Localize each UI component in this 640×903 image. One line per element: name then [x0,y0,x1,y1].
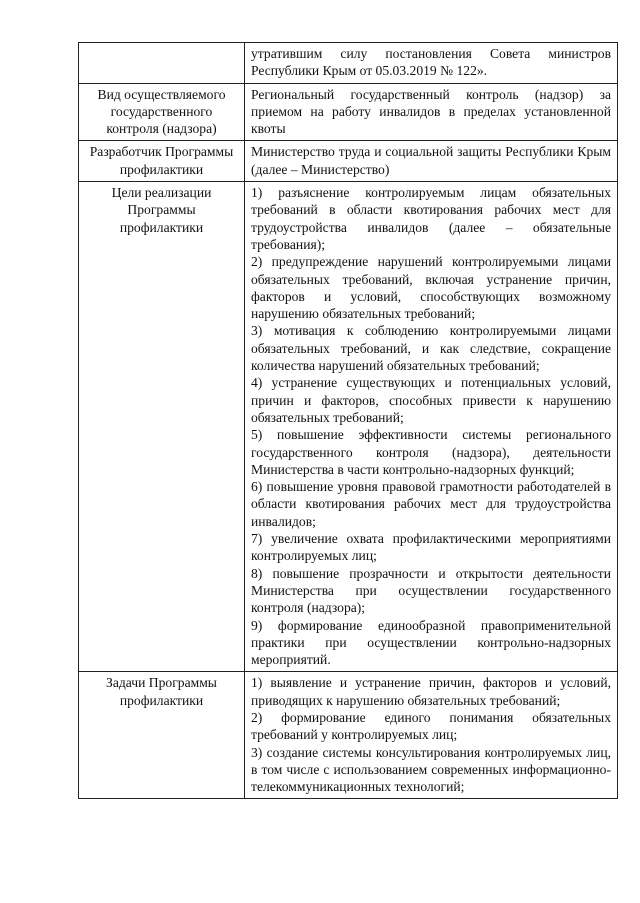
row-content-cell [245,43,618,84]
row-content-cell [245,672,618,799]
row-label-cell [79,672,245,799]
goal-item: 6) повышение уровня правовой грамотности работодателей в области квотирования рабочих мест для трудоустройства инвалидов; [251,479,611,529]
row-label-cell [79,83,245,141]
goal-item: 9) формирование единообразной правоприменительной практики при осуществлении контрольно-надзорных мероприятий. [251,617,611,668]
task-item: 2) формирование единого понимания обязательных требований у контролируемых лиц; [251,709,611,743]
row-label-cell [79,43,245,84]
table-row [79,182,618,672]
program-passport-table [78,42,618,799]
row-label-cell [79,141,245,182]
table-row [79,43,618,84]
task-item: 1) выявление и устранение причин, факторов и условий, приводящих к нарушению обязательных требований; [251,675,611,708]
row-label: Цели реализации Программы профилактики [111,185,212,235]
row-label: Разработчик Программы профилактики [89,144,234,177]
goal-item: 5) повышение эффективности системы регионального государственного контроля (надзора), деятельности Министерства в части контрольно-надзорных функций; [251,427,611,477]
content-paragraph: утратившим силу постановления Совета министров Республики Крым от 05.03.2019 № 122». [251,46,611,79]
row-content-cell [245,141,618,182]
goal-item: 3) мотивация к соблюдению контролируемыми лицами обязательных требований, и как следствие, сокращение количества нарушений обязательных требований; [251,323,611,374]
table-row [79,141,618,182]
row-label-cell [79,182,245,672]
table-row [79,672,618,799]
goal-item: 2) предупреждение нарушений контролируемыми лицами обязательных требований, включая устранение причин, факторов и условий, способствующих возможному нарушению обязательных требований; [251,254,611,322]
goal-item: 7) увеличение охвата профилактическими мероприятиями контролируемых лиц; [251,531,611,564]
row-content-cell [245,182,618,672]
goal-item: 8) повышение прозрачности и открытости деятельности Министерства при осуществлении государственного контроля (надзора); [251,565,611,616]
goal-item: 1) разъяснение контролируемым лицам обязательных требований в области квотирования рабочих мест для трудоустройства инвалидов (далее – обязательные требования); [251,185,611,252]
content-paragraph: Министерство труда и социальной защиты Республики Крым (далее – Министерство) [251,144,611,177]
row-label: Вид осуществляемого государственного контроля (надзора) [97,86,226,137]
row-label: Задачи Программы профилактики [106,675,217,708]
goal-item: 4) устранение существующих и потенциальных условий, причин и факторов, способных привести к нарушению обязательных требований; [251,375,611,425]
content-paragraph: Региональный государственный контроль (надзор) за приемом на работу инвалидов в пределах установленной квоты [251,86,611,137]
task-item: 3) создание системы консультирования контролируемых лиц, в том числе с использованием современных информационно-телекоммуникационных технологий; [251,744,611,795]
table-row [79,83,618,141]
row-content-cell [245,83,618,141]
